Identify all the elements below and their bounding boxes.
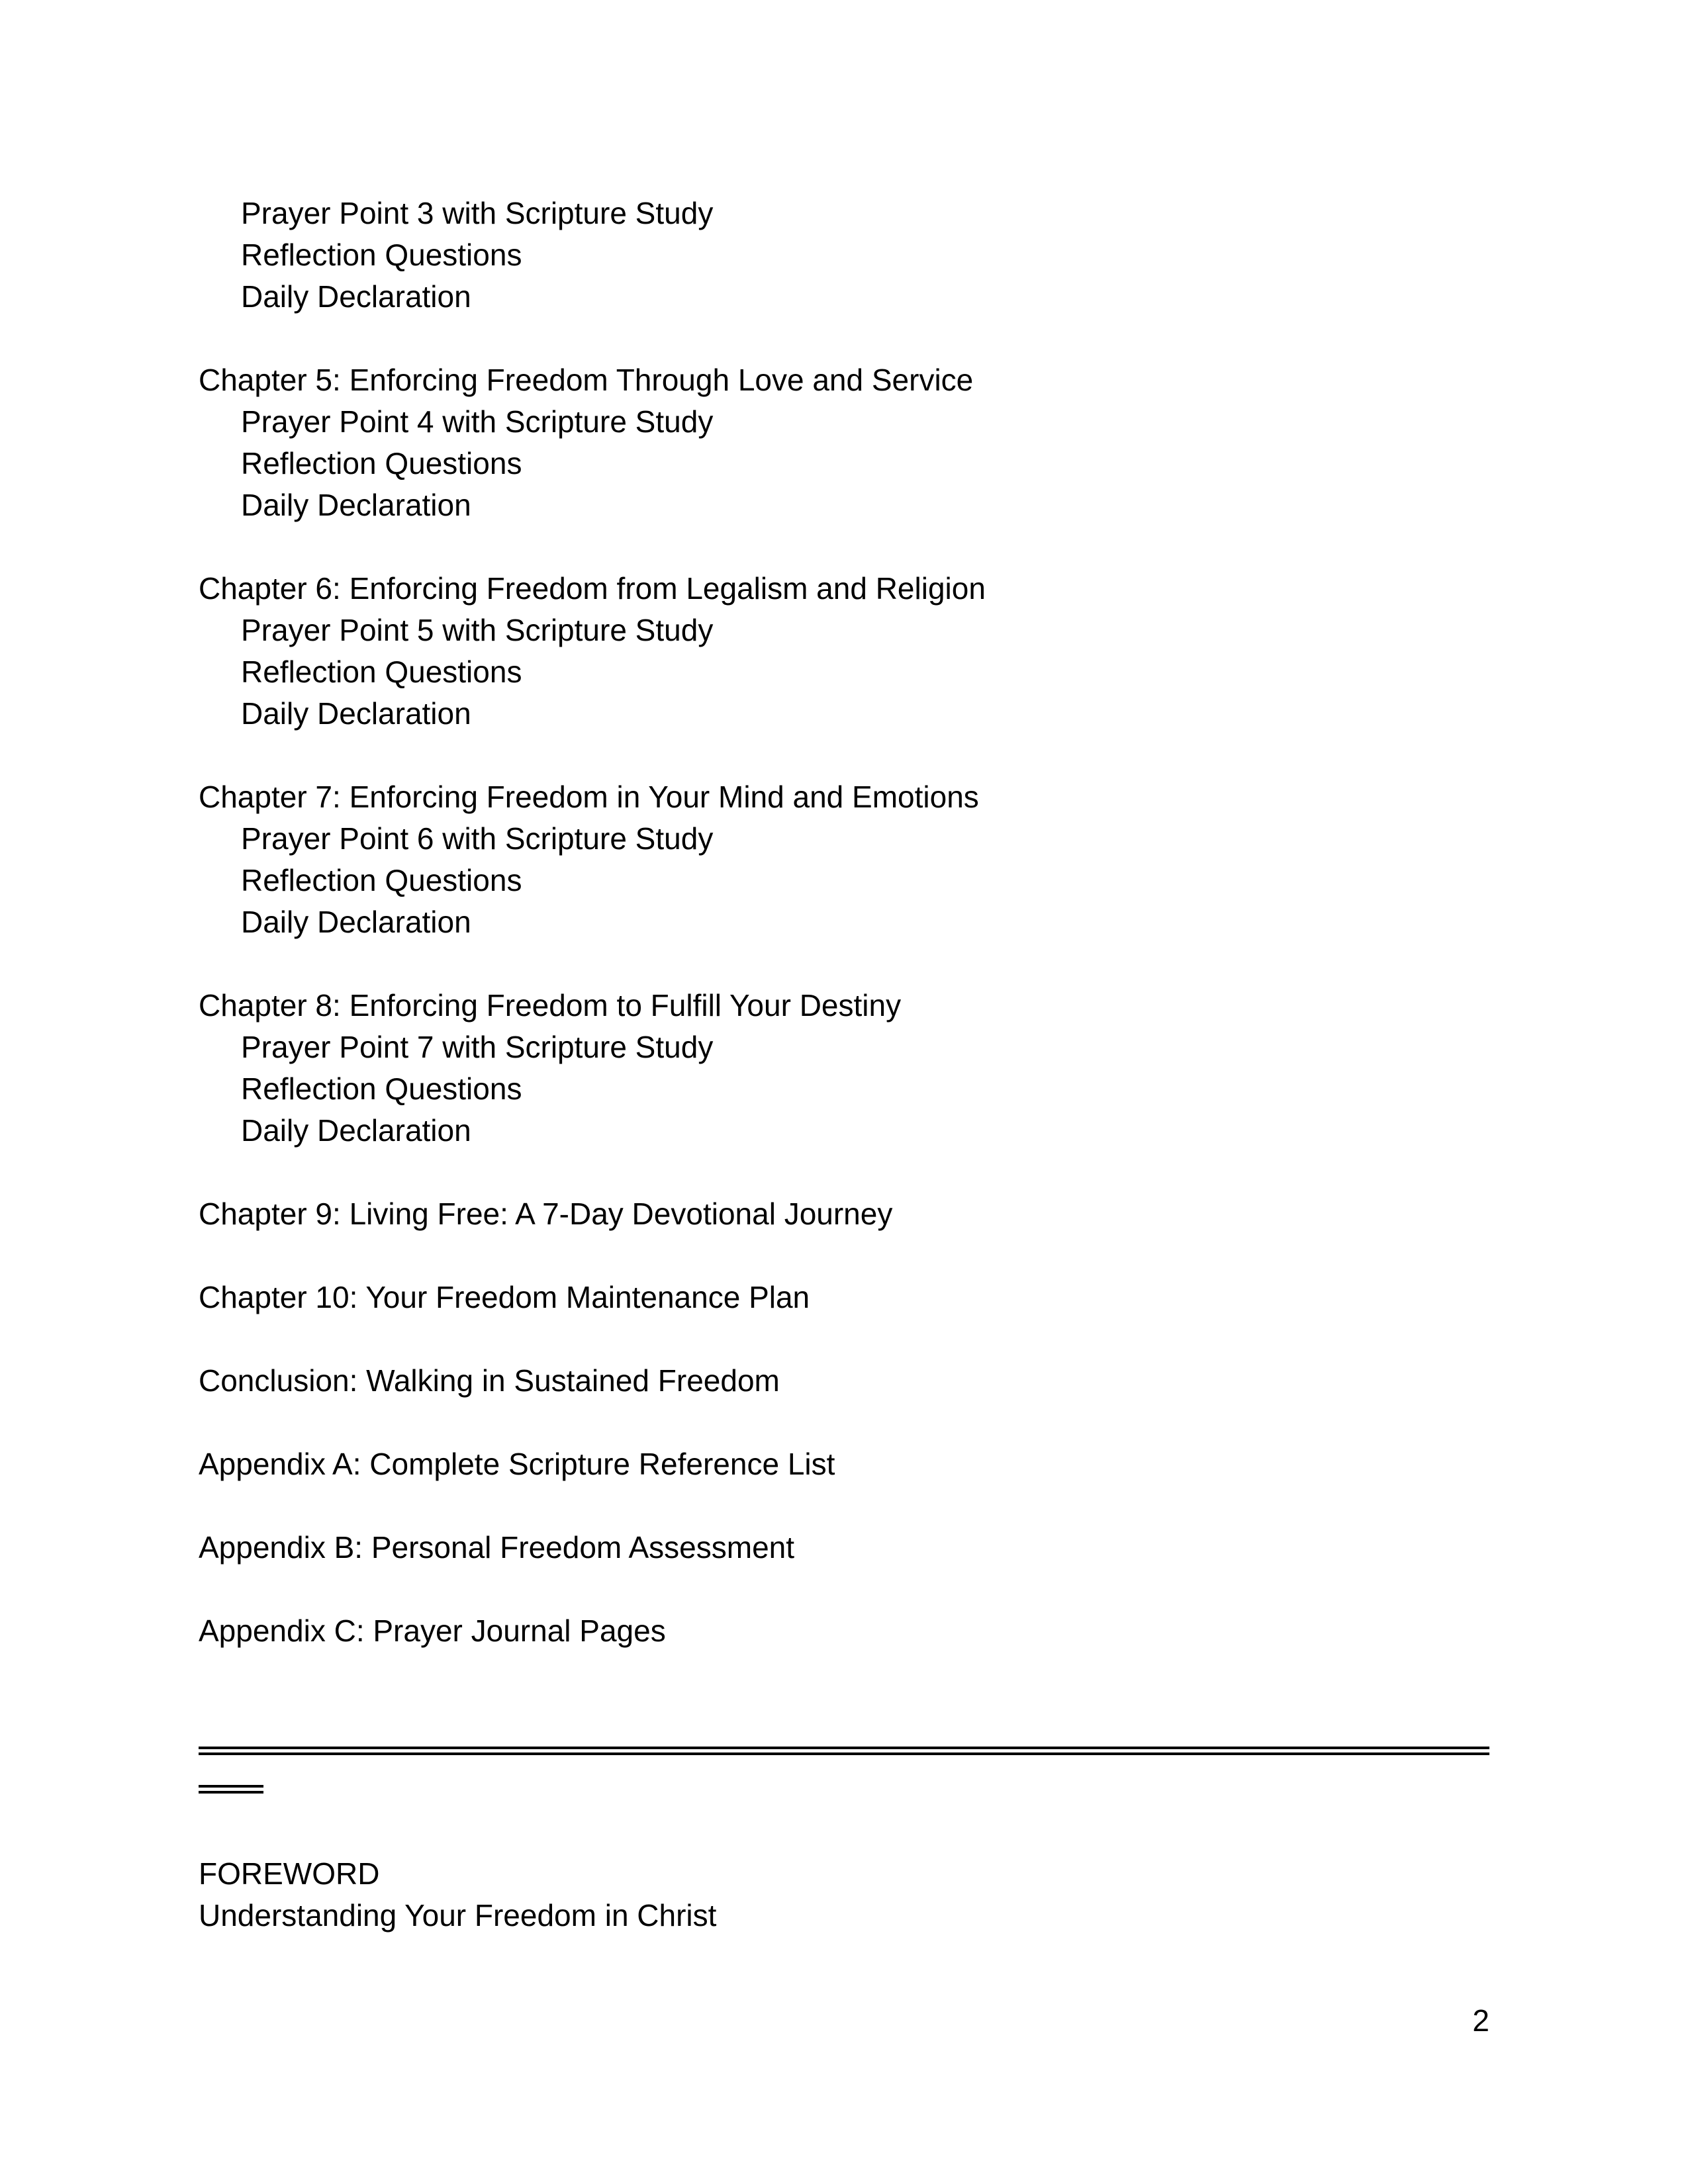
toc-subitem: Prayer Point 3 with Scripture Study	[241, 196, 714, 230]
toc-chapter-9: Chapter 9: Living Free: A 7-Day Devotional Journey	[199, 1197, 893, 1231]
toc-appendix-b: Appendix B: Personal Freedom Assessment	[199, 1530, 795, 1565]
section-divider-short	[199, 1785, 263, 1794]
foreword-section	[199, 1853, 716, 1936]
toc-subitem: Reflection Questions	[241, 655, 522, 689]
toc-appendix-c: Appendix C: Prayer Journal Pages	[199, 1614, 666, 1648]
toc-conclusion: Conclusion: Walking in Sustained Freedom	[199, 1363, 780, 1398]
toc-chapter-6: Chapter 6: Enforcing Freedom from Legalism and Religion	[199, 571, 986, 606]
page-number: 2	[1472, 2003, 1489, 2038]
toc-subitem: Reflection Questions	[241, 446, 522, 480]
toc-subitem: Daily Declaration	[241, 696, 471, 731]
table-of-contents	[199, 193, 1489, 1652]
toc-subitem: Prayer Point 7 with Scripture Study	[241, 1030, 714, 1064]
toc-subitem: Reflection Questions	[241, 238, 522, 272]
toc-subitem: Reflection Questions	[241, 863, 522, 897]
toc-subitem: Daily Declaration	[241, 488, 471, 522]
spacer	[199, 1318, 1489, 1360]
toc-subitem: Prayer Point 4 with Scripture Study	[241, 404, 714, 439]
toc-chapter-7: Chapter 7: Enforcing Freedom in Your Mind and Emotions	[199, 780, 979, 814]
toc-subitem: Reflection Questions	[241, 1071, 522, 1106]
toc-subitem: Daily Declaration	[241, 905, 471, 939]
toc-subitem: Daily Declaration	[241, 279, 471, 314]
toc-subitem: Daily Declaration	[241, 1113, 471, 1148]
spacer	[199, 526, 1489, 568]
toc-subitem: Prayer Point 6 with Scripture Study	[241, 821, 714, 856]
spacer	[199, 735, 1489, 776]
foreword-heading: FOREWORD	[199, 1856, 380, 1891]
spacer	[199, 1152, 1489, 1193]
toc-chapter-8: Chapter 8: Enforcing Freedom to Fulfill Your Destiny	[199, 988, 902, 1023]
toc-subitem: Prayer Point 5 with Scripture Study	[241, 613, 714, 647]
toc-chapter-10: Chapter 10: Your Freedom Maintenance Plan	[199, 1280, 810, 1314]
foreword-subtitle: Understanding Your Freedom in Christ	[199, 1898, 717, 1933]
toc-chapter-5: Chapter 5: Enforcing Freedom Through Love and Service	[199, 363, 974, 397]
spacer	[199, 1485, 1489, 1527]
spacer	[199, 318, 1489, 359]
section-divider	[199, 1747, 1489, 1755]
toc-appendix-a: Appendix A: Complete Scripture Reference List	[199, 1447, 835, 1481]
spacer	[199, 943, 1489, 985]
spacer	[199, 1402, 1489, 1443]
spacer	[199, 1569, 1489, 1610]
spacer	[199, 1235, 1489, 1277]
